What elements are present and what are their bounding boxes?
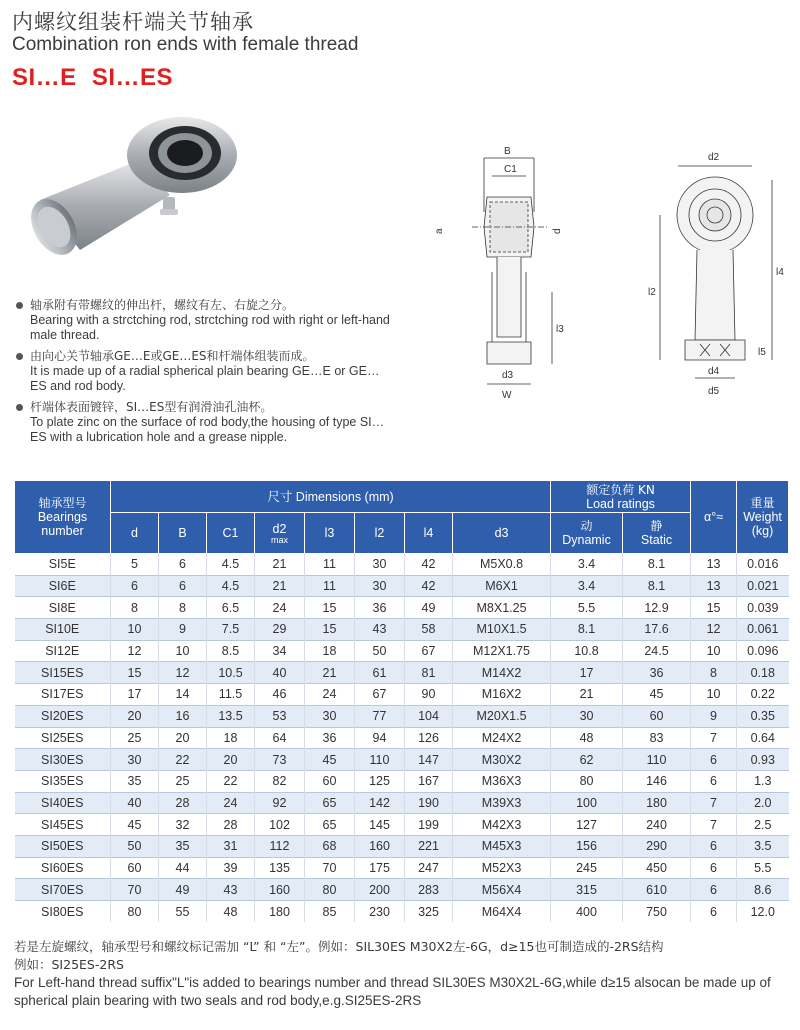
table-cell: 15: [305, 597, 355, 619]
bearing-number-cell: SI17ES: [15, 684, 111, 706]
header-l3: l3: [305, 513, 355, 554]
feature-en: It is made up of a radial spherical plain bearing GE…E or GE…ES and rod body.: [30, 364, 380, 393]
table-cell: 6: [691, 901, 737, 923]
table-row: [15, 879, 789, 901]
table-cell: 55: [159, 901, 207, 923]
table-cell: 11: [305, 554, 355, 576]
table-row: [15, 901, 789, 923]
bearing-number-cell: SI6E: [15, 575, 111, 597]
table-row: [15, 727, 789, 749]
table-cell: 135: [255, 857, 305, 879]
label-d: d: [552, 228, 563, 234]
table-cell: 25: [159, 770, 207, 792]
table-cell: M42X3: [453, 814, 551, 836]
table-cell: 13.5: [207, 705, 255, 727]
table-row: [15, 835, 789, 857]
table-cell: 61: [355, 662, 405, 684]
table-cell: 83: [623, 727, 691, 749]
table-row: [15, 575, 789, 597]
table-cell: 80: [305, 879, 355, 901]
table-cell: 0.021: [737, 575, 789, 597]
table-cell: 11: [305, 575, 355, 597]
spec-table: [14, 480, 789, 922]
table-cell: 67: [405, 640, 453, 662]
table-cell: 7: [691, 792, 737, 814]
table-cell: 12.0: [737, 901, 789, 923]
table-cell: 0.18: [737, 662, 789, 684]
table-cell: 1.3: [737, 770, 789, 792]
table-row: [15, 857, 789, 879]
table-cell: 50: [355, 640, 405, 662]
table-cell: 22: [159, 749, 207, 771]
table-cell: 28: [207, 814, 255, 836]
table-cell: 17: [551, 662, 623, 684]
bearing-number-cell: SI40ES: [15, 792, 111, 814]
table-cell: 15: [305, 619, 355, 641]
table-cell: 18: [207, 727, 255, 749]
table-cell: 17.6: [623, 619, 691, 641]
title-chinese: 内螺纹组装杆端关节轴承: [12, 10, 254, 34]
table-cell: 160: [355, 835, 405, 857]
table-cell: 8: [691, 662, 737, 684]
table-cell: 167: [405, 770, 453, 792]
table-cell: 64: [255, 727, 305, 749]
bearing-number-cell: SI25ES: [15, 727, 111, 749]
table-cell: 0.35: [737, 705, 789, 727]
table-row: [15, 619, 789, 641]
table-cell: 0.016: [737, 554, 789, 576]
table-cell: M5X0.8: [453, 554, 551, 576]
header-l2: l2: [355, 513, 405, 554]
table-cell: 34: [255, 640, 305, 662]
table-cell: 200: [355, 879, 405, 901]
table-cell: 36: [623, 662, 691, 684]
header-d: d: [111, 513, 159, 554]
table-cell: 25: [111, 727, 159, 749]
table-cell: 20: [207, 749, 255, 771]
label-l2: l2: [648, 287, 656, 298]
table-cell: 0.93: [737, 749, 789, 771]
bearing-number-cell: SI45ES: [15, 814, 111, 836]
table-cell: 12: [159, 662, 207, 684]
table-cell: 10: [111, 619, 159, 641]
table-cell: 36: [305, 727, 355, 749]
table-cell: 4.5: [207, 575, 255, 597]
section-drawing: [432, 142, 582, 402]
bearing-number-cell: SI12E: [15, 640, 111, 662]
table-cell: 175: [355, 857, 405, 879]
table-cell: 10.8: [551, 640, 623, 662]
table-cell: 6: [691, 835, 737, 857]
table-cell: 30: [111, 749, 159, 771]
table-cell: 0.64: [737, 727, 789, 749]
table-cell: 126: [405, 727, 453, 749]
feature-item: [16, 298, 396, 343]
table-row: [15, 662, 789, 684]
table-cell: 245: [551, 857, 623, 879]
table-cell: 62: [551, 749, 623, 771]
table-cell: 60: [111, 857, 159, 879]
table-cell: 156: [551, 835, 623, 857]
note-cn-line1: 若是左旋螺纹，轴承型号和螺纹标记需加 “L” 和 “左”。例如：SIL30ES M30X2左-6G，d≥15也可制造成的-2RS结构: [14, 939, 664, 954]
table-cell: 18: [305, 640, 355, 662]
feature-cn: 由向心关节轴承GE…E或GE…ES和杆端体组装而成。: [30, 349, 315, 363]
feature-en: To plate zinc on the surface of rod body,the housing of type SI…ES with a lubrication hole and a grease nipple.: [30, 415, 385, 444]
table-cell: 70: [305, 857, 355, 879]
table-cell: 199: [405, 814, 453, 836]
table-cell: M45X3: [453, 835, 551, 857]
table-cell: 46: [255, 684, 305, 706]
table-cell: 94: [355, 727, 405, 749]
feature-list: [16, 298, 396, 451]
table-cell: 6: [159, 554, 207, 576]
table-cell: M39X3: [453, 792, 551, 814]
table-cell: 82: [255, 770, 305, 792]
table-row: [15, 597, 789, 619]
table-cell: 49: [159, 879, 207, 901]
table-cell: 145: [355, 814, 405, 836]
series-label: SI…E SI…ES: [12, 64, 174, 91]
table-cell: 6: [691, 857, 737, 879]
table-cell: 6: [691, 879, 737, 901]
table-cell: 8.5: [207, 640, 255, 662]
label-l4: l4: [776, 267, 784, 278]
table-cell: 80: [111, 901, 159, 923]
table-cell: 31: [207, 835, 255, 857]
bearing-number-cell: SI5E: [15, 554, 111, 576]
table-cell: 7: [691, 727, 737, 749]
table-cell: M10X1.5: [453, 619, 551, 641]
table-cell: M12X1.75: [453, 640, 551, 662]
table-cell: M56X4: [453, 879, 551, 901]
table-cell: 21: [255, 554, 305, 576]
bearing-number-cell: SI30ES: [15, 749, 111, 771]
table-cell: 8.1: [551, 619, 623, 641]
header-C1: C1: [207, 513, 255, 554]
header-static: 静 Static: [623, 513, 691, 554]
bearing-number-cell: SI10E: [15, 619, 111, 641]
table-cell: 42: [405, 575, 453, 597]
table-cell: 290: [623, 835, 691, 857]
table-cell: 16: [159, 705, 207, 727]
table-cell: 20: [111, 705, 159, 727]
table-cell: 9: [691, 705, 737, 727]
label-W: W: [502, 390, 512, 401]
table-cell: 45: [305, 749, 355, 771]
table-cell: 17: [111, 684, 159, 706]
bearing-number-cell: SI60ES: [15, 857, 111, 879]
bullet-icon: [16, 353, 23, 360]
feature-cn: 杆端体表面镀锌，SI…ES型有润滑油孔油杯。: [30, 400, 273, 414]
table-cell: 5.5: [737, 857, 789, 879]
table-cell: 750: [623, 901, 691, 923]
table-cell: 85: [305, 901, 355, 923]
label-C1: C1: [504, 164, 517, 175]
table-cell: 45: [623, 684, 691, 706]
header-B: B: [159, 513, 207, 554]
note-en: For Left-hand thread suffix"L"is added to bearings number and thread SIL30ES M30X2L-6G,while d≥15 alsocan be made up of spherical plain bearing with two seals and rod body,e.g.SI25ES-2RS: [14, 975, 771, 1008]
table-cell: 90: [405, 684, 453, 706]
table-cell: 6.5: [207, 597, 255, 619]
table-cell: 6: [159, 575, 207, 597]
table-cell: 24: [255, 597, 305, 619]
table-cell: M30X2: [453, 749, 551, 771]
table-cell: 10.5: [207, 662, 255, 684]
table-cell: 73: [255, 749, 305, 771]
front-view-drawing: [640, 150, 790, 400]
table-cell: 3.4: [551, 575, 623, 597]
table-cell: 30: [305, 705, 355, 727]
bearing-number-cell: SI20ES: [15, 705, 111, 727]
table-cell: 65: [305, 814, 355, 836]
table-cell: 42: [405, 554, 453, 576]
title-english: Combination ron ends with female thread: [12, 34, 359, 55]
table-cell: 9: [159, 619, 207, 641]
table-cell: 44: [159, 857, 207, 879]
table-cell: 12: [111, 640, 159, 662]
table-cell: 8.1: [623, 575, 691, 597]
table-row: [15, 554, 789, 576]
table-cell: 127: [551, 814, 623, 836]
table-cell: 24: [207, 792, 255, 814]
table-cell: M64X4: [453, 901, 551, 923]
table-cell: 60: [623, 705, 691, 727]
table-cell: 43: [355, 619, 405, 641]
bearing-number-cell: SI15ES: [15, 662, 111, 684]
table-cell: 160: [255, 879, 305, 901]
table-cell: 60: [305, 770, 355, 792]
table-cell: M16X2: [453, 684, 551, 706]
table-cell: 36: [355, 597, 405, 619]
table-cell: 35: [159, 835, 207, 857]
table-cell: 10: [159, 640, 207, 662]
table-row: [15, 640, 789, 662]
notes: [14, 938, 794, 1010]
table-cell: 28: [159, 792, 207, 814]
label-B: B: [504, 146, 511, 157]
table-row: [15, 705, 789, 727]
table-cell: 125: [355, 770, 405, 792]
table-cell: 10: [691, 684, 737, 706]
bullet-icon: [16, 302, 23, 309]
table-cell: 146: [623, 770, 691, 792]
table-cell: 77: [355, 705, 405, 727]
header-dimensions: 尺寸 Dimensions (mm): [111, 481, 551, 513]
table-cell: 68: [305, 835, 355, 857]
label-d5: d5: [708, 386, 720, 397]
table-cell: 450: [623, 857, 691, 879]
table-cell: 5: [111, 554, 159, 576]
table-cell: 230: [355, 901, 405, 923]
table-cell: 2.0: [737, 792, 789, 814]
table-row: [15, 684, 789, 706]
table-cell: 21: [305, 662, 355, 684]
table-cell: 8.1: [623, 554, 691, 576]
table-row: [15, 814, 789, 836]
table-cell: 58: [405, 619, 453, 641]
table-cell: 40: [111, 792, 159, 814]
table-cell: 240: [623, 814, 691, 836]
table-cell: 32: [159, 814, 207, 836]
table-cell: 8: [159, 597, 207, 619]
header-d3: d3: [453, 513, 551, 554]
table-cell: 102: [255, 814, 305, 836]
table-cell: 142: [355, 792, 405, 814]
table-cell: 325: [405, 901, 453, 923]
table-cell: 21: [255, 575, 305, 597]
table-cell: M6X1: [453, 575, 551, 597]
table-cell: 48: [551, 727, 623, 749]
rod-end-product-image: [20, 105, 250, 290]
table-cell: 67: [355, 684, 405, 706]
label-l3: l3: [556, 324, 564, 335]
table-cell: 11.5: [207, 684, 255, 706]
table-cell: 0.096: [737, 640, 789, 662]
table-cell: 110: [355, 749, 405, 771]
table-cell: M20X1.5: [453, 705, 551, 727]
table-cell: 65: [305, 792, 355, 814]
feature-en: Bearing with a strctching rod, strctching rod with right or left-hand male thread.: [30, 313, 390, 342]
header-bearing-number: 轴承型号 Bearings number: [15, 481, 111, 554]
table-cell: 24.5: [623, 640, 691, 662]
feature-item: [16, 349, 396, 394]
label-a: a: [434, 228, 445, 234]
table-cell: 13: [691, 554, 737, 576]
table-cell: 15: [111, 662, 159, 684]
table-row: [15, 770, 789, 792]
table-cell: 0.22: [737, 684, 789, 706]
table-cell: 48: [207, 901, 255, 923]
table-cell: M14X2: [453, 662, 551, 684]
table-cell: 180: [255, 901, 305, 923]
table-cell: 247: [405, 857, 453, 879]
table-cell: 29: [255, 619, 305, 641]
bearing-number-cell: SI80ES: [15, 901, 111, 923]
bearing-number-cell: SI50ES: [15, 835, 111, 857]
table-cell: 14: [159, 684, 207, 706]
table-cell: 35: [111, 770, 159, 792]
table-cell: 5.5: [551, 597, 623, 619]
table-cell: 8.6: [737, 879, 789, 901]
table-cell: 92: [255, 792, 305, 814]
table-cell: 147: [405, 749, 453, 771]
table-cell: 50: [111, 835, 159, 857]
table-cell: 49: [405, 597, 453, 619]
table-cell: 39: [207, 857, 255, 879]
table-row: [15, 749, 789, 771]
feature-cn: 轴承附有带螺纹的伸出杆，螺纹有左、右旋之分。: [30, 298, 295, 312]
table-cell: 6: [111, 575, 159, 597]
table-cell: 45: [111, 814, 159, 836]
label-l5: l5: [758, 347, 766, 358]
table-cell: 81: [405, 662, 453, 684]
bullet-icon: [16, 404, 23, 411]
table-cell: 7: [691, 814, 737, 836]
table-cell: 7.5: [207, 619, 255, 641]
table-cell: M52X3: [453, 857, 551, 879]
table-cell: 0.039: [737, 597, 789, 619]
table-cell: 8: [111, 597, 159, 619]
header-dynamic: 动 Dynamic: [551, 513, 623, 554]
table-cell: M24X2: [453, 727, 551, 749]
table-cell: 104: [405, 705, 453, 727]
table-cell: 21: [551, 684, 623, 706]
table-cell: 221: [405, 835, 453, 857]
table-cell: 3.4: [551, 554, 623, 576]
table-cell: 2.5: [737, 814, 789, 836]
table-cell: 30: [355, 575, 405, 597]
table-cell: 283: [405, 879, 453, 901]
header-l4: l4: [405, 513, 453, 554]
header-weight: 重量 Weight (kg): [737, 481, 789, 554]
table-cell: 190: [405, 792, 453, 814]
bearing-number-cell: SI35ES: [15, 770, 111, 792]
table-cell: 24: [305, 684, 355, 706]
table-cell: 400: [551, 901, 623, 923]
header-load-ratings: 额定负荷 KN Load ratings: [551, 481, 691, 513]
table-cell: 13: [691, 575, 737, 597]
table-row: [15, 792, 789, 814]
header-alpha: α°≈: [691, 481, 737, 554]
table-cell: 6: [691, 770, 737, 792]
table-cell: 610: [623, 879, 691, 901]
table-cell: 180: [623, 792, 691, 814]
bearing-number-cell: SI8E: [15, 597, 111, 619]
table-cell: 53: [255, 705, 305, 727]
label-d3: d3: [502, 370, 514, 381]
note-cn-line2: 例如：SI25ES-2RS: [14, 957, 124, 972]
table-cell: 3.5: [737, 835, 789, 857]
label-d4: d4: [708, 366, 720, 377]
table-cell: 0.061: [737, 619, 789, 641]
table-cell: 12: [691, 619, 737, 641]
table-cell: 80: [551, 770, 623, 792]
bearing-number-cell: SI70ES: [15, 879, 111, 901]
table-cell: 4.5: [207, 554, 255, 576]
table-cell: 70: [111, 879, 159, 901]
header-d2: d2 max: [255, 513, 305, 554]
table-cell: 20: [159, 727, 207, 749]
table-cell: 43: [207, 879, 255, 901]
spec-table-body: [15, 554, 789, 923]
table-cell: M8X1.25: [453, 597, 551, 619]
table-cell: 100: [551, 792, 623, 814]
table-cell: 110: [623, 749, 691, 771]
table-cell: 6: [691, 749, 737, 771]
table-cell: 30: [355, 554, 405, 576]
label-d2: d2: [708, 152, 720, 163]
table-cell: M36X3: [453, 770, 551, 792]
table-cell: 40: [255, 662, 305, 684]
table-cell: 315: [551, 879, 623, 901]
table-cell: 12.9: [623, 597, 691, 619]
feature-item: [16, 400, 396, 445]
table-cell: 112: [255, 835, 305, 857]
table-cell: 10: [691, 640, 737, 662]
table-cell: 30: [551, 705, 623, 727]
table-cell: 22: [207, 770, 255, 792]
table-cell: 15: [691, 597, 737, 619]
